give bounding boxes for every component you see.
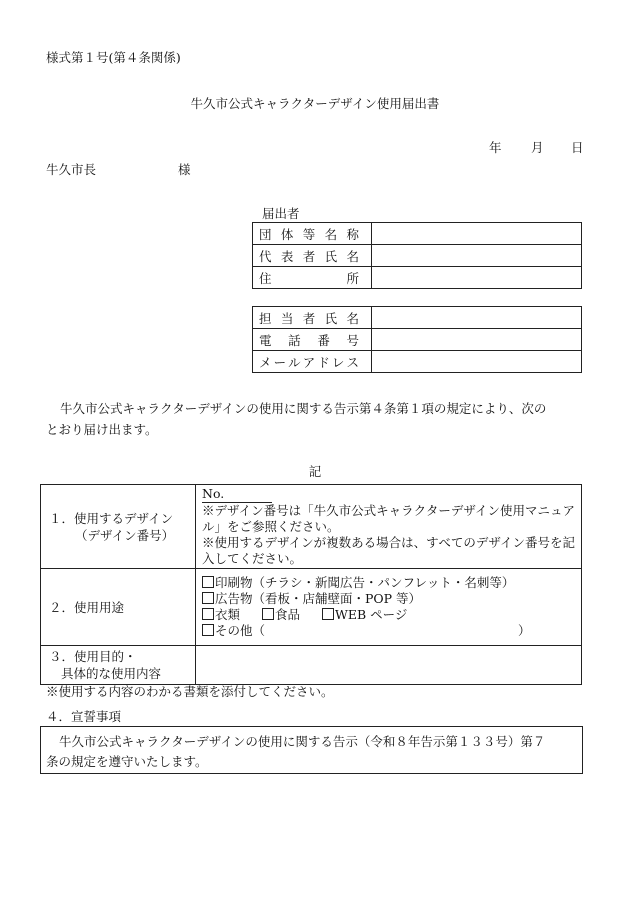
option-other: その他（ <box>215 623 266 638</box>
design-row <box>41 485 582 569</box>
oath-line-1: 牛久市公式キャラクターデザインの使用に関する告示（令和８年告示第１３３号）第７ <box>59 734 546 749</box>
oath-box <box>40 726 583 774</box>
option-clothing: 衣類 <box>215 607 241 622</box>
oath-line-2: 条の規定を遵守いたします。 <box>46 754 208 769</box>
applicant-table-1 <box>252 222 582 289</box>
applicant-row <box>253 223 582 245</box>
attachment-note: ※使用する内容のわかる書類を添付してください。 <box>46 684 334 699</box>
checkbox-web[interactable] <box>322 608 334 620</box>
checkbox-printed[interactable] <box>202 576 214 588</box>
document-title: 牛久市公式キャラクターデザイン使用届出書 <box>190 96 440 111</box>
applicant-heading: 届出者 <box>262 206 300 221</box>
date-month: 月 <box>531 140 544 155</box>
usage-label-cell <box>41 569 196 646</box>
purpose-label-sub: 具体的な使用内容 <box>61 666 162 681</box>
label-cell: 代 表 者 氏 名 <box>253 245 372 267</box>
label-cell: 担 当 者 氏 名 <box>253 307 372 329</box>
usage-content-cell <box>196 569 582 646</box>
design-number-field[interactable]: No. <box>202 486 272 503</box>
design-label: １．使用するデザイン <box>49 510 174 526</box>
option-advertising: 広告物（看板・店舗壁面・POP 等） <box>215 591 422 606</box>
checkbox-clothing[interactable] <box>202 608 214 620</box>
checkbox-food[interactable] <box>262 608 274 620</box>
date-day: 日 <box>571 140 584 155</box>
design-note-2: ※使用するデザインが複数ある場合は、すべてのデザイン番号を記入してください。 <box>202 535 576 566</box>
items-table <box>40 484 582 685</box>
applicant-table-2 <box>252 306 582 373</box>
checkbox-advertising[interactable] <box>202 592 214 604</box>
option-web: WEB ページ <box>335 607 408 622</box>
date-year: 年 <box>489 140 502 155</box>
usage-row <box>41 569 582 646</box>
label-cell: 住 所 <box>253 267 372 289</box>
design-label-cell <box>41 485 196 569</box>
body-line-1: 牛久市公式キャラクターデザインの使用に関する告示第４条第１項の規定により、次の <box>60 401 547 416</box>
purpose-row <box>41 646 582 685</box>
design-content-cell <box>196 485 582 569</box>
addressee-name: 牛久市長 <box>46 162 97 177</box>
address-field[interactable] <box>371 267 581 289</box>
applicant-row <box>253 245 582 267</box>
purpose-label: ３．使用目的・ <box>49 649 137 664</box>
usage-label: ２．使用用途 <box>49 599 125 615</box>
label-cell: 電 話 番 号 <box>253 329 372 351</box>
email-field[interactable] <box>371 351 581 373</box>
contact-person-field[interactable] <box>371 307 581 329</box>
oath-heading: ４．宣誓事項 <box>46 709 122 724</box>
ki-heading: 記 <box>308 464 322 479</box>
label-cell: 団 体 等 名 称 <box>253 223 372 245</box>
option-food: 食品 <box>275 607 301 622</box>
applicant-row <box>253 267 582 289</box>
option-printed: 印刷物（チラシ・新聞広告・パンフレット・名刺等） <box>215 575 515 590</box>
addressee-honorific: 様 <box>178 162 191 177</box>
representative-name-field[interactable] <box>371 245 581 267</box>
applicant-row <box>253 307 582 329</box>
design-label-sub: （デザイン番号） <box>75 527 175 543</box>
applicant-row <box>253 351 582 373</box>
form-number: 様式第１号(第４条関係) <box>46 50 181 65</box>
option-other-close: ） <box>518 623 531 638</box>
checkbox-other[interactable] <box>202 624 214 636</box>
applicant-row <box>253 329 582 351</box>
label-cell: メ ー ル ア ド レ ス <box>253 351 372 373</box>
body-line-2: とおり届け出ます。 <box>46 422 158 437</box>
purpose-field[interactable] <box>196 646 582 685</box>
organization-name-field[interactable] <box>371 223 581 245</box>
phone-field[interactable] <box>371 329 581 351</box>
design-note-1: ※デザイン番号は「牛久市公式キャラクターデザイン使用マニュアル」をご参照ください。 <box>202 503 576 534</box>
purpose-label-cell <box>41 646 196 685</box>
